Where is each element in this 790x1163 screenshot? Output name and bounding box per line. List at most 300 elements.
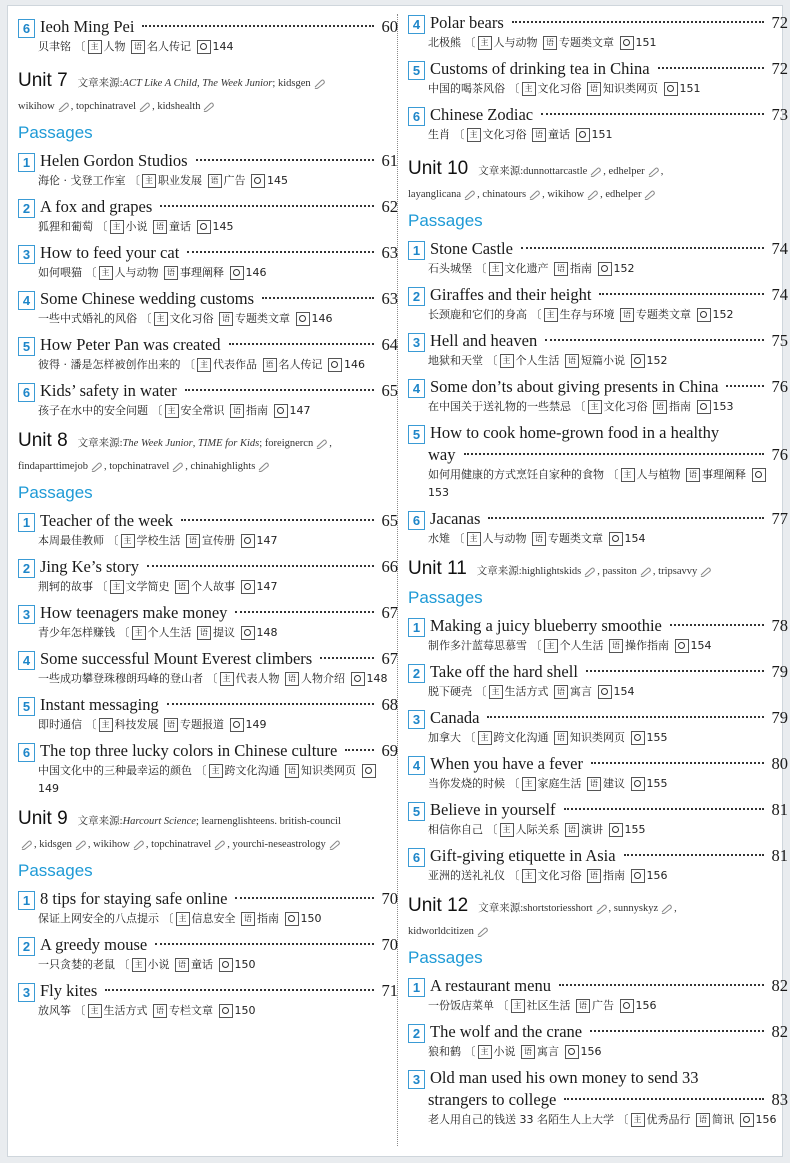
toc-entry[interactable]	[408, 1067, 788, 1129]
unit-7-entries	[18, 150, 398, 420]
entry-meta: 当你发烧的时候 〔 主 家庭生活 语 建议 155	[428, 777, 668, 790]
paperclip-icon	[586, 190, 598, 200]
search-icon	[197, 220, 211, 234]
unit-title: Unit 11	[408, 558, 467, 579]
leader-dots	[155, 943, 373, 945]
leader-dots	[564, 808, 764, 810]
leader-dots	[564, 1098, 763, 1100]
subject-tag-icon: 主	[511, 999, 525, 1013]
passages-heading: Passages	[408, 211, 483, 230]
entry-number: 4	[408, 15, 425, 34]
search-icon	[631, 354, 645, 368]
page-number: 64	[381, 335, 398, 354]
entry-number: 3	[408, 333, 425, 352]
page-number: 70	[381, 935, 398, 954]
unit-sources: 文章来源:shortstoriesshort , sunnyskyz ,	[478, 903, 677, 914]
search-icon	[697, 400, 711, 414]
entry-title[interactable]: Some Chinese wedding customs	[40, 289, 255, 308]
search-icon	[230, 266, 244, 280]
entry-meta: 相信你自己 〔 主 人际关系 语 演讲 155	[428, 823, 646, 836]
page-number: 79	[771, 708, 788, 727]
entry-meta: 青少年怎样赚钱 〔 主 个人生活 语 提议 148	[38, 626, 278, 639]
leader-dots	[488, 517, 763, 519]
genre-tag-icon: 语	[164, 266, 178, 280]
leader-dots	[599, 293, 763, 295]
right-column	[408, 6, 788, 1129]
entry-meta: 制作多汁蓝莓思慕雪 〔 主 个人生活 语 操作指南 154	[428, 639, 712, 652]
leader-dots	[345, 749, 373, 751]
paperclip-icon	[583, 567, 595, 577]
page-number: 67	[381, 603, 398, 622]
leader-dots	[464, 453, 764, 455]
page-number: 62	[381, 197, 398, 216]
unit-9-entries-continued	[408, 12, 788, 144]
leader-dots	[235, 897, 373, 899]
unit-sources: 文章来源:The Week Junior, TIME for Kids; foreignercn ,	[77, 438, 332, 449]
paperclip-icon	[257, 462, 269, 472]
genre-tag-icon: 语	[175, 958, 189, 972]
toc-entry[interactable]	[408, 508, 788, 548]
leader-dots	[726, 385, 763, 387]
entry-meta: 如何用健康的方式烹饪自家种的食物 〔 主 人与植物 语 事理阐释 153	[408, 466, 788, 502]
genre-tag-icon: 语	[219, 312, 233, 326]
leader-dots	[487, 716, 763, 718]
search-icon	[740, 1113, 754, 1127]
search-icon	[598, 262, 612, 276]
toc-entry[interactable]	[408, 1021, 788, 1061]
subject-tag-icon: 主	[467, 128, 481, 142]
entry-number: 4	[408, 756, 425, 775]
entry-number: 4	[408, 379, 425, 398]
genre-tag-icon: 语	[230, 404, 244, 418]
toc-entry[interactable]	[18, 980, 398, 1020]
subject-tag-icon: 主	[478, 1045, 492, 1059]
toc-entry[interactable]	[18, 380, 398, 420]
subject-tag-icon: 主	[522, 869, 536, 883]
entry-title[interactable]: Jacanas	[430, 509, 481, 528]
toc-entry[interactable]	[408, 12, 788, 52]
toc-entry[interactable]	[18, 648, 398, 688]
paperclip-icon	[74, 840, 86, 850]
leader-dots	[586, 670, 764, 672]
search-icon	[576, 128, 590, 142]
search-icon	[351, 672, 365, 686]
entry-title[interactable]: The top three lucky colors in Chinese culture	[40, 741, 338, 760]
subject-tag-icon: 主	[220, 672, 234, 686]
subject-tag-icon: 主	[478, 731, 492, 745]
entry-meta: 即时通信 〔 主 科技发展 语 专题报道 149	[38, 718, 267, 731]
entry-title[interactable]: Canada	[430, 708, 480, 727]
subject-tag-icon: 主	[88, 1004, 102, 1018]
subject-tag-icon: 主	[132, 626, 146, 640]
entry-meta: 海伦 · 戈登工作室 〔 主 职业发展 语 广告 145	[38, 174, 288, 187]
passages-heading: Passages	[408, 588, 483, 607]
entry-title[interactable]: Making a juicy blueberry smoothie	[430, 616, 662, 635]
genre-tag-icon: 语	[532, 532, 546, 546]
genre-tag-icon: 语	[554, 731, 568, 745]
search-icon	[241, 580, 255, 594]
genre-tag-icon: 语	[609, 639, 623, 653]
paperclip-icon	[313, 79, 325, 89]
entry-title[interactable]: When you have a fever	[430, 754, 584, 773]
entry-number: 1	[18, 153, 35, 172]
entry-meta: 中国文化中的三种最幸运的颜色 〔 主 跨文化沟通 语 知识类网页 149	[18, 762, 398, 798]
entry-number: 6	[18, 383, 35, 402]
unit-title: Unit 9	[18, 808, 68, 829]
entry-number: 5	[18, 697, 35, 716]
search-icon	[664, 82, 678, 96]
unit-sources: 文章来源:Harcourt Science; learnenglishteens. british-council	[77, 816, 341, 827]
toc-entry[interactable]	[18, 334, 398, 374]
page-number: 60	[381, 17, 398, 36]
subject-tag-icon: 主	[621, 468, 635, 482]
search-icon	[598, 685, 612, 699]
unit-sources-cont: kidworldcitizen	[408, 920, 788, 943]
entry-meta: 生肖 〔 主 文化习俗 语 童话 151	[428, 128, 613, 141]
genre-tag-icon: 语	[686, 468, 700, 482]
entry-title-cont[interactable]: strangers to college	[428, 1090, 557, 1109]
page-number: 67	[381, 649, 398, 668]
toc-entry[interactable]	[408, 615, 788, 655]
unit-sources: 文章来源:highlightskids , passiton , tripsavvy	[477, 560, 788, 583]
entry-title[interactable]: Jing Ke’s story	[40, 557, 139, 576]
entry-number: 2	[18, 559, 35, 578]
genre-tag-icon: 语	[576, 999, 590, 1013]
page-number: 65	[381, 511, 398, 530]
entry-title[interactable]: Kids’ safety in water	[40, 381, 177, 400]
leader-dots	[196, 159, 374, 161]
entry-number: 5	[408, 802, 425, 821]
entry-number: 1	[408, 618, 425, 637]
entry-meta: 贝聿铭 〔 主 人物 语 名人传记 144	[38, 40, 234, 53]
toc-entry[interactable]	[18, 242, 398, 282]
entry-number: 2	[18, 937, 35, 956]
unit-10-header	[408, 158, 788, 183]
genre-tag-icon: 语	[554, 262, 568, 276]
search-icon	[565, 1045, 579, 1059]
subject-tag-icon: 主	[500, 354, 514, 368]
subject-tag-icon: 主	[110, 220, 124, 234]
unit-sources-cont: findaparttimejob , topchinatravel , chinahighlights	[18, 455, 398, 478]
genre-tag-icon: 语	[521, 1045, 535, 1059]
entry-number: 3	[18, 983, 35, 1002]
toc-entry[interactable]	[18, 16, 398, 56]
paperclip-icon	[463, 190, 475, 200]
search-icon	[675, 639, 689, 653]
entry-meta: 在中国关于送礼物的一些禁忌 〔 主 文化习俗 语 指南 153	[428, 400, 734, 413]
unit-sources-cont: , kidsgen , wikihow , topchinatravel , yourchi-neseastrology	[18, 833, 398, 856]
subject-tag-icon: 主	[544, 639, 558, 653]
leader-dots	[235, 611, 373, 613]
leader-dots	[167, 703, 374, 705]
entry-title[interactable]: Old man used his own money to send 33	[430, 1068, 699, 1087]
entry-title-cont[interactable]: way	[428, 445, 456, 464]
unit-sources: 文章来源:ACT Like A Child, The Week Junior; kidsgen	[78, 72, 398, 95]
search-icon	[241, 626, 255, 640]
entry-number: 1	[408, 241, 425, 260]
entry-title[interactable]: The wolf and the crane	[430, 1022, 583, 1041]
passages-heading: Passages	[18, 861, 93, 880]
toc-entry[interactable]	[408, 707, 788, 747]
subject-tag-icon: 主	[176, 912, 190, 926]
page-number: 76	[771, 377, 788, 396]
search-icon	[752, 468, 766, 482]
entry-number: 1	[408, 978, 425, 997]
search-icon	[631, 869, 645, 883]
toc-entry[interactable]	[408, 238, 788, 278]
entry-title[interactable]: Ieoh Ming Pei	[40, 17, 135, 36]
entry-meta: 保证上网安全的八点提示 〔 主 信息安全 语 指南 150	[38, 912, 322, 925]
page-number: 79	[771, 662, 788, 681]
entry-title[interactable]: Helen Gordon Studios	[40, 151, 188, 170]
toc-entry[interactable]	[18, 556, 398, 596]
entry-title[interactable]: Gift-giving etiquette in Asia	[430, 846, 616, 865]
entry-meta: 加拿大 〔 主 跨文化沟通 语 知识类网页 155	[428, 731, 668, 744]
toc-entry[interactable]	[18, 288, 398, 328]
toc-entry[interactable]	[408, 661, 788, 701]
unit-title: Unit 8	[18, 430, 68, 451]
subject-tag-icon: 主	[489, 685, 503, 699]
paperclip-icon	[138, 102, 150, 112]
unit-8-header	[18, 430, 398, 455]
entry-number: 1	[18, 891, 35, 910]
page-number: 69	[381, 741, 398, 760]
toc-entry[interactable]	[408, 975, 788, 1015]
toc-entry[interactable]	[408, 422, 788, 502]
paperclip-icon	[315, 439, 327, 449]
subject-tag-icon: 主	[478, 36, 492, 50]
toc-entry[interactable]	[408, 104, 788, 144]
entry-meta: 孩子在水中的安全问题 〔 主 安全常识 语 指南 147	[38, 404, 311, 417]
toc-entry[interactable]	[408, 330, 788, 370]
paperclip-icon	[528, 190, 540, 200]
leader-dots	[658, 67, 764, 69]
unit-12-entries	[408, 975, 788, 1129]
entry-meta: 长颈鹿和它们的身高 〔 主 生存与环境 语 专题类文章 152	[428, 308, 734, 321]
entry-meta: 亚洲的送礼礼仪 〔 主 文化习俗 语 指南 156	[428, 869, 668, 882]
subject-tag-icon: 主	[88, 40, 102, 54]
search-icon	[620, 36, 634, 50]
toc-entry[interactable]	[408, 799, 788, 839]
entry-title[interactable]: Instant messaging	[40, 695, 159, 714]
search-icon	[697, 308, 711, 322]
search-icon	[219, 958, 233, 972]
left-column	[18, 6, 398, 1020]
entry-meta: 水雉 〔 主 人与动物 语 专题类文章 154	[428, 532, 646, 545]
entry-title[interactable]: A fox and grapes	[40, 197, 153, 216]
subject-tag-icon: 主	[489, 262, 503, 276]
unit-12-header	[408, 895, 788, 920]
search-icon	[274, 404, 288, 418]
genre-tag-icon: 语	[153, 220, 167, 234]
entry-number: 2	[408, 664, 425, 683]
entry-number: 1	[18, 513, 35, 532]
toc-entry[interactable]	[18, 196, 398, 236]
leader-dots	[229, 343, 374, 345]
entry-meta: 放风筝 〔 主 生活方式 语 专栏文章 150	[38, 1004, 256, 1017]
entry-title[interactable]: How Peter Pan was created	[40, 335, 221, 354]
leader-dots	[262, 297, 373, 299]
entry-title[interactable]: Some successful Mount Everest climbers	[40, 649, 313, 668]
entry-meta: 狐狸和葡萄 〔 主 小说 语 童话 145	[38, 220, 234, 233]
entry-number: 5	[18, 337, 35, 356]
leader-dots	[160, 205, 373, 207]
genre-tag-icon: 语	[620, 308, 634, 322]
toc-entry[interactable]	[408, 284, 788, 324]
genre-tag-icon: 语	[285, 764, 299, 778]
entry-number: 3	[18, 245, 35, 264]
unit-title: Unit 10	[408, 158, 469, 179]
genre-tag-icon: 语	[186, 534, 200, 548]
leader-dots	[185, 389, 374, 391]
toc-entry[interactable]	[18, 740, 398, 798]
page-number: 74	[771, 285, 788, 304]
leader-dots	[181, 519, 373, 521]
entry-title[interactable]: How teenagers make money	[40, 603, 228, 622]
page-number: 82	[771, 1022, 788, 1041]
entry-number: 5	[408, 425, 425, 444]
genre-tag-icon: 语	[197, 626, 211, 640]
search-icon	[609, 823, 623, 837]
leader-dots	[541, 113, 763, 115]
leader-dots	[512, 21, 764, 23]
entry-title[interactable]: A greedy mouse	[40, 935, 148, 954]
page-number: 80	[771, 754, 788, 773]
entry-title[interactable]: Some don’ts about giving presents in China	[430, 377, 719, 396]
leader-dots	[187, 251, 373, 253]
entry-meta: 本周最佳教师 〔 主 学校生活 语 宣传册 147	[38, 534, 278, 547]
unit-title: Unit 12	[408, 895, 469, 916]
subject-tag-icon: 主	[209, 764, 223, 778]
entry-meta: 一份饭店菜单 〔 主 社区生活 语 广告 156	[428, 999, 657, 1012]
paperclip-icon	[90, 462, 102, 472]
entry-number: 3	[408, 710, 425, 729]
subject-tag-icon: 主	[99, 718, 113, 732]
entry-number: 6	[18, 743, 35, 762]
subject-tag-icon: 主	[197, 358, 211, 372]
subject-tag-icon: 主	[544, 308, 558, 322]
unit-7-header	[18, 70, 398, 95]
search-icon	[362, 764, 376, 778]
entry-number: 3	[408, 1070, 425, 1089]
entry-title[interactable]: How to feed your cat	[40, 243, 180, 262]
entry-meta: 北极熊 〔 主 人与动物 语 专题类文章 151	[428, 36, 657, 49]
unit-9-header	[18, 808, 398, 833]
entry-title[interactable]: Fly kites	[40, 981, 98, 1000]
genre-tag-icon: 语	[131, 40, 145, 54]
page-number: 76	[771, 445, 788, 464]
entry-title[interactable]: 8 tips for staying safe online	[40, 889, 228, 908]
passages-heading: Passages	[18, 483, 93, 502]
toc-entry[interactable]	[408, 845, 788, 885]
entry-number: 2	[408, 1024, 425, 1043]
toc-entry[interactable]	[18, 602, 398, 642]
page-number: 71	[381, 981, 398, 1000]
search-icon	[296, 312, 310, 326]
entry-title[interactable]: A restaurant menu	[430, 976, 551, 995]
search-icon	[631, 731, 645, 745]
subject-tag-icon: 主	[500, 823, 514, 837]
entry-meta: 老人用自己的钱送 33 名陌生人上大学 〔 主 优秀品行 语 简讯 156	[428, 1113, 777, 1126]
subject-tag-icon: 主	[110, 580, 124, 594]
genre-tag-icon: 语	[587, 777, 601, 791]
entry-title[interactable]: Stone Castle	[430, 239, 513, 258]
search-icon	[241, 534, 255, 548]
passages-heading: Passages	[408, 948, 483, 967]
leader-dots	[590, 1030, 763, 1032]
passages-heading: Passages	[18, 123, 93, 142]
entry-number: 4	[18, 291, 35, 310]
toc-entry[interactable]	[18, 888, 398, 928]
toc-entry[interactable]	[18, 150, 398, 190]
entry-number: 2	[18, 199, 35, 218]
entry-title[interactable]: How to cook home-grown food in a healthy	[430, 423, 720, 442]
unit-sources-cont: wikihow , topchinatravel , kidshealth	[18, 95, 398, 118]
entry-title[interactable]: Hell and heaven	[430, 331, 538, 350]
entry-meta: 如何喂猫 〔 主 人与动物 语 事理阐释 146	[38, 266, 267, 279]
entry-number: 2	[408, 287, 425, 306]
entry-meta: 荆轲的故事 〔 主 文学简史 语 个人故事 147	[38, 580, 278, 593]
entry-title[interactable]: Giraffes and their height	[430, 285, 592, 304]
toc-entry[interactable]	[408, 753, 788, 793]
paperclip-icon	[660, 904, 672, 914]
page-number: 65	[381, 381, 398, 400]
paperclip-icon	[20, 840, 32, 850]
search-icon	[620, 999, 634, 1013]
unit-11-entries	[408, 615, 788, 885]
entry-number: 4	[18, 651, 35, 670]
toc-entry[interactable]	[18, 510, 398, 550]
table-of-contents-page	[7, 5, 788, 1157]
paperclip-icon	[595, 904, 607, 914]
genre-tag-icon: 语	[565, 354, 579, 368]
genre-tag-icon: 语	[164, 718, 178, 732]
page-number: 75	[771, 331, 788, 350]
entry-number: 6	[18, 19, 35, 38]
paperclip-icon	[699, 567, 711, 577]
page-number: 73	[771, 105, 788, 124]
genre-tag-icon: 语	[543, 36, 557, 50]
toc-entry[interactable]	[18, 934, 398, 974]
subject-tag-icon: 主	[522, 777, 536, 791]
subject-tag-icon: 主	[467, 532, 481, 546]
leader-dots	[670, 624, 764, 626]
entry-title[interactable]: Polar bears	[430, 13, 504, 32]
toc-entry[interactable]	[408, 58, 788, 98]
toc-entry[interactable]	[18, 694, 398, 734]
entry-title[interactable]: Teacher of the week	[40, 511, 174, 530]
entry-title[interactable]: Take off the hard shell	[430, 662, 578, 681]
page-number: 81	[771, 800, 788, 819]
page-number: 68	[381, 695, 398, 714]
toc-entry[interactable]	[408, 376, 788, 416]
unit-9-entries	[18, 888, 398, 1020]
subject-tag-icon: 主	[631, 1113, 645, 1127]
leader-dots	[559, 984, 764, 986]
genre-tag-icon: 语	[532, 128, 546, 142]
entry-title[interactable]: Believe in yourself	[430, 800, 556, 819]
leader-dots	[320, 657, 373, 659]
search-icon	[219, 1004, 233, 1018]
subject-tag-icon: 主	[121, 534, 135, 548]
paperclip-icon	[647, 167, 659, 177]
search-icon	[230, 718, 244, 732]
page-number: 61	[381, 151, 398, 170]
entry-title[interactable]: Customs of drinking tea in China	[430, 59, 650, 78]
paperclip-icon	[171, 462, 183, 472]
page-number: 72	[771, 13, 788, 32]
entry-title[interactable]: Chinese Zodiac	[430, 105, 534, 124]
